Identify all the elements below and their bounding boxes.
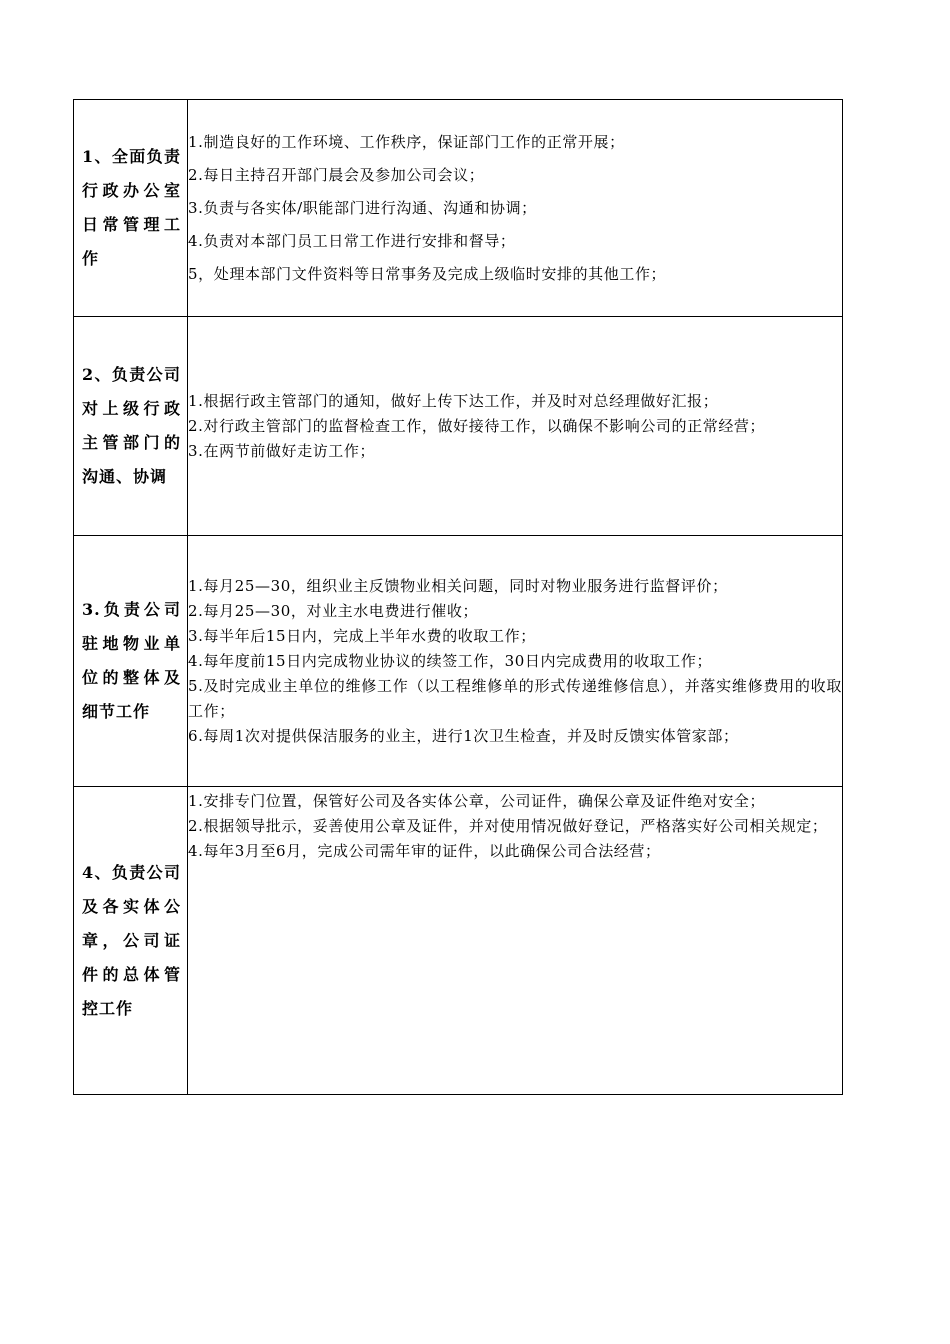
- duty-item: 2.根据领导批示，妥善使用公章及证件，并对使用情况做好登记，严格落实好公司相关规定；: [188, 817, 828, 835]
- duty-item: 5，处理本部门文件资料等日常事务及完成上级临时安排的其他工作；: [188, 264, 667, 283]
- duty-item: 6.每周1次对提供保洁服务的业主，进行1次卫生检查，并及时反馈实体管家部；: [188, 726, 739, 745]
- duty-label-cell: [74, 100, 188, 317]
- table-row: [74, 787, 843, 1095]
- duty-item: 1.每月25—30，组织业主反馈物业相关问题，同时对物业服务进行监督评价；: [188, 576, 728, 595]
- duty-item: 2.每日主持召开部门晨会及参加公司会议；: [188, 165, 485, 184]
- duty-item: 5.及时完成业主单位的维修工作（以工程维修单的形式传递维修信息），并落实维修费用的收取工作；: [188, 676, 842, 720]
- duty-item: 4.每年3月至6月，完成公司需年审的证件，以此确保公司合法经营；: [188, 842, 661, 860]
- duty-label-cell: [74, 787, 188, 1095]
- duty-content-cell: [188, 317, 843, 536]
- duty-content-cell: [188, 536, 843, 787]
- duty-label: 3.负责公司驻地物业单位的整体及细节工作: [82, 600, 181, 721]
- duty-item: 3.每半年后15日内，完成上半年水费的收取工作；: [188, 626, 536, 645]
- duty-content-cell: [188, 100, 843, 317]
- duty-item: 1.根据行政主管部门的通知，做好上传下达工作，并及时对总经理做好汇报；: [188, 391, 719, 410]
- duty-table: [73, 99, 843, 1095]
- duty-label: 1、全面负责行政办公室日常管理工作: [82, 147, 181, 268]
- table-row: [74, 100, 843, 317]
- duty-item: 4.负责对本部门员工日常工作进行安排和督导；: [188, 231, 516, 250]
- table-row: [74, 317, 843, 536]
- duty-label: 4、负责公司及各实体公章，公司证件的总体管控工作: [82, 862, 181, 1018]
- duty-item: 3.在两节前做好走访工作；: [188, 441, 376, 460]
- duty-label-cell: [74, 536, 188, 787]
- duty-item: 4.每年度前15日内完成物业协议的续签工作，30日内完成费用的收取工作；: [188, 651, 713, 670]
- duty-label: 2、负责公司对上级行政主管部门的沟通、协调: [82, 365, 181, 486]
- duty-item: 2.对行政主管部门的监督检查工作，做好接待工作，以确保不影响公司的正常经营；: [188, 416, 766, 435]
- table-row: [74, 536, 843, 787]
- duty-content-cell: [188, 787, 843, 1095]
- duty-item: 2.每月25—30，对业主水电费进行催收；: [188, 601, 479, 620]
- duty-item: 3.负责与各实体/职能部门进行沟通、沟通和协调；: [188, 198, 537, 217]
- duty-item: 1.制造良好的工作环境、工作秩序，保证部门工作的正常开展；: [188, 132, 625, 151]
- duty-item: 1.安排专门位置，保管好公司及各实体公章，公司证件，确保公章及证件绝对安全；: [188, 792, 766, 810]
- duty-label-cell: [74, 317, 188, 536]
